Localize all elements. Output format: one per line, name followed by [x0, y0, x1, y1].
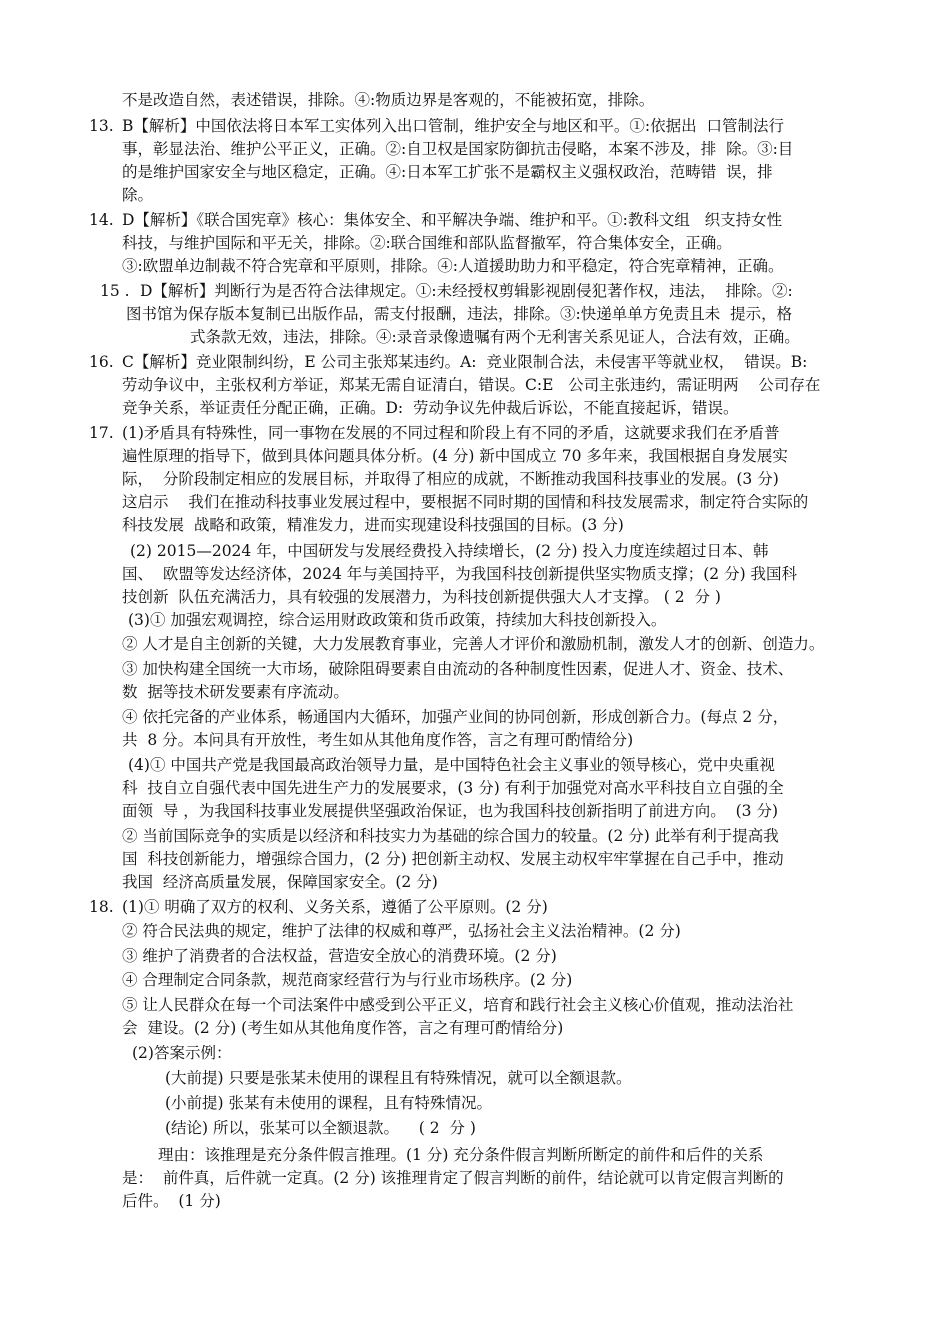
question-number-17: 17.	[89, 424, 114, 442]
q18-example-line: (大前提) 只要是张某未使用的课程且有特殊情况，就可以全额退款。	[165, 1069, 632, 1087]
question-number-13: 13.	[89, 117, 114, 135]
q17-p3-line: 共 8 分。本问具有开放性，考生如从其他角度作答，言之有理可酌情给分)	[122, 731, 634, 749]
q16-line: 劳动争议中，主张权利方举证，郑某无需自证清白，错误。C:E 公司主张违约，需证明两 公司存在	[122, 376, 821, 394]
q18-p1-line: ② 符合民法典的规定，维护了法律的权威和尊严，弘扬社会主义法治精神。(2 分)	[122, 922, 681, 940]
q17-p3-line: ④ 依托完备的产业体系，畅通国内大循环，加强产业间的协同创新，形成创新合力。(每点 2 分，	[122, 708, 789, 726]
q13-line: 事，彰显法治、维护公平正义，正确。②:自卫权是国家防御抗击侵略，本案不涉及，排 除。③:目	[122, 140, 794, 158]
q18-p1-line: 会 建设。(2 分) (考生如从其他角度作答，言之有理可酌情给分)	[122, 1019, 564, 1037]
q13-line: B【解析】中国依法将日本军工实体列入出口管制，维护安全与地区和平。①:依据出 口管制法行	[122, 117, 784, 135]
question-number-15: 15 .	[100, 282, 130, 300]
q17-p1-line: 遍性原理的指导下，做到具体问题具体分析。(4 分) 新中国成立 70 多年来，我国根据自身发展实	[122, 447, 788, 465]
q16-line: 竞争关系，举证责任分配正确，正确。D: 劳动争议先仲裁后诉讼，不能直接起诉，错误。	[122, 399, 739, 417]
q17-p3-line: 数 据等技术研发要素有序流动。	[122, 683, 349, 701]
q17-p1-line: (1)矛盾具有特殊性，同一事物在发展的不同过程和阶段上有不同的矛盾，这就要求我们在矛盾普	[122, 424, 780, 442]
q18-example-line: (小前提) 张某有未使用的课程，且有特殊情况。	[165, 1094, 493, 1112]
q17-p4-line: 我国 经济高质量发展，保障国家安全。(2 分)	[122, 873, 438, 891]
q17-p2-line: 技创新 队伍充满活力，具有较强的发展潜力，为科技创新提供强大人才支撑。 ( 2 分 )	[122, 588, 721, 606]
q16-line: C【解析】竞业限制纠纷，E 公司主张郑某违约。A: 竞业限制合法，未侵害平等就业权， 错误。B:	[122, 353, 808, 371]
q17-p1-line: 科技发展 战略和政策，精准发力，进而实现建设科技强国的目标。(3 分)	[122, 516, 624, 534]
q18-p1-line: ⑤ 让人民群众在每一个司法案件中感受到公平正义，培育和践行社会主义核心价值观，推动法治社	[122, 996, 794, 1014]
q17-p4-line: 国 科技创新能力，增强综合国力，(2 分) 把创新主动权、发展主动权牢牢掌握在自己手中，推动	[122, 850, 784, 868]
q17-p4-line: 科 技自立自强代表中国先进生产力的发展要求，(3 分) 有利于加强党对高水平科技自立自强的全	[122, 779, 784, 797]
q13-line: 除。	[122, 186, 154, 204]
q18-reason-line: 理由：该推理是充分条件假言推理。(1 分) 充分条件假言判断所断定的前件和后件的关系	[158, 1146, 764, 1164]
q14-line: 科技，与维护国际和平无关，排除。②:联合国维和部队监督撤军，符合集体安全，正确。	[122, 234, 732, 252]
q17-p4-line: 面领 导 ，为我国科技事业发展提供坚强政治保证，也为我国科技创新指明了前进方向。 (3 分)	[122, 802, 779, 820]
q17-p1-line: 际， 分阶段制定相应的发展目标，并取得了相应的成就，不断推动我国科技事业的发展。(3 分)	[122, 470, 779, 488]
q15-line: D【解析】判断行为是否符合法律规定。①:未经授权剪辑影视剧侵犯著作权，违法， 排除。②:	[140, 282, 793, 300]
q13-line: 的是维护国家安全与地区稳定，正确。④:日本军工扩张不是霸权主义强权政治，范畴错 误，排	[122, 163, 773, 181]
prev-answer-tail: 不是改造自然，表述错误，排除。④:物质边界是客观的，不能被拓宽，排除。	[122, 91, 655, 109]
q18-p2-heading: (2)答案示例：	[132, 1044, 232, 1062]
q17-p3-line: (3)① 加强宏观调控，综合运用财政政策和货币政策，持续加大科技创新投入。	[128, 611, 667, 629]
q17-p2-line: (2) 2015—2024 年，中国研发与发展经费投入持续增长，(2 分) 投入力度连续超过日本、韩	[130, 542, 769, 560]
q18-p1-line: ④ 合理制定合同条款，规范商家经营行为与行业市场秩序。(2 分)	[122, 971, 573, 989]
q17-p3-line: ② 人才是自主创新的关键，大力发展教育事业，完善人才评价和激励机制，激发人才的创新、创造力。	[122, 635, 825, 653]
q18-reason-line: 后件。 (1 分)	[122, 1192, 221, 1210]
question-number-16: 16.	[89, 353, 114, 371]
q15-line: 图书馆为保存版本复制已出版作品，需支付报酬，违法，排除。③:快递单单方免责且未 提示，格	[126, 305, 793, 323]
q17-p2-line: 国、 欧盟等发达经济体，2024 年与美国持平，为我国科技创新提供坚实物质支撑；(2 分) 我国科	[122, 565, 798, 583]
q17-p3-line: ③ 加快构建全国统一大市场，破除阻碍要素自由流动的各种制度性因素，促进人才、资金、技术、	[122, 660, 794, 678]
question-number-18: 18.	[89, 898, 114, 916]
question-number-14: 14.	[89, 211, 114, 229]
q17-p4-line: ② 当前国际竞争的实质是以经济和科技实力为基础的综合国力的较量。(2 分) 此举有利于提高我	[122, 827, 779, 845]
q14-line: ③:欧盟单边制裁不符合宪章和平原则，排除。④:人道援助助力和平稳定，符合宪章精神，正确。	[122, 257, 784, 275]
q18-example-line: (结论) 所以，张某可以全额退款。 ( 2 分 )	[165, 1119, 476, 1137]
q17-p1-line: 这启示 我们在推动科技事业发展过程中，要根据不同时期的国情和科技发展需求，制定符合实际的	[122, 493, 809, 511]
q17-p4-line: (4)① 中国共产党是我国最高政治领导力量，是中国特色社会主义事业的领导核心，党中央重视	[128, 756, 775, 774]
q18-p1-line: ③ 维护了消费者的合法权益，营造安全放心的消费环境。(2 分)	[122, 947, 557, 965]
q18-p1-line: (1)① 明确了双方的权利、义务关系，遵循了公平原则。(2 分)	[122, 898, 548, 916]
q18-reason-line: 是： 前件真，后件就一定真。(2 分) 该推理肯定了假言判断的前件，结论就可以肯定假言判断的	[122, 1169, 784, 1187]
q15-line: 式条款无效，违法，排除。④:录音录像遗嘱有两个无利害关系见证人，合法有效，正确。	[190, 328, 800, 346]
q14-line: D【解析】《联合国宪章》核心：集体安全、和平解决争端、维护和平。①:教科文组 织支持女性	[122, 211, 783, 229]
